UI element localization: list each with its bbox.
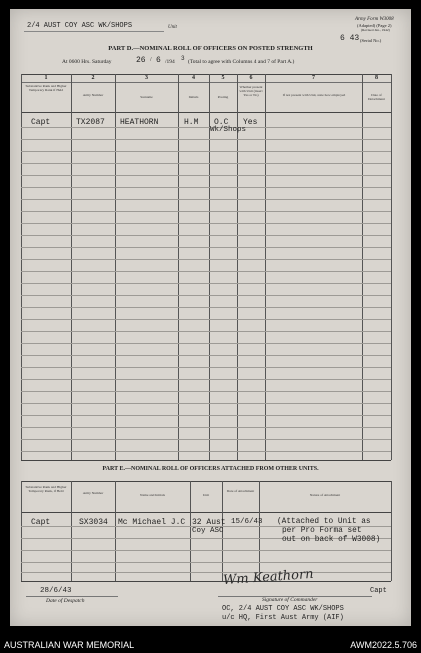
year-prefix: /194 (165, 59, 175, 65)
commander-unit-line: OC, 2/4 AUST COY ASC WK/SHOPS (222, 605, 344, 613)
army-number-cell: TX2087 (76, 118, 105, 127)
part-e-title: PART E.—NOMINAL ROLL OF OFFICERS ATTACHED FROM OTHER UNITS. (102, 466, 319, 472)
part-e-header-border (21, 512, 391, 513)
part-d-title: PART D.—NOMINAL ROLL OF OFFICERS ON POSTED STRENGTH (108, 45, 313, 52)
commander-hq-line: u/c HQ, First Aust Army (AIF) (222, 614, 344, 622)
e-header-nature: Nature of Attachment (309, 493, 341, 497)
archive-id: AWM2022.5.706 (350, 640, 417, 650)
column-header-rank: Substantive Rank and Higher Temporary Rank if Held (25, 84, 67, 92)
posting-cell: O.C (214, 118, 229, 127)
e-unit-cell-2: Coy ASC (192, 527, 224, 535)
e-nature-line-3: out on back of W3008) (282, 536, 381, 544)
year-digit: 3 (181, 55, 185, 62)
e-army-number-cell: SX3034 (79, 518, 108, 527)
commander-rank: Capt (370, 587, 387, 595)
e-rank-cell: Capt (31, 518, 51, 527)
e-header-name: Name and Initials (140, 493, 165, 497)
despatch-label: Date of Despatch (46, 598, 85, 604)
initials-cell: H.M (184, 118, 199, 127)
posting-cell-2: Wk/Shops (210, 126, 247, 134)
column-number-8: 8 (375, 75, 378, 81)
e-header-unit: Unit (202, 493, 210, 497)
part-e-bottom-border (21, 581, 391, 582)
header-row-border (21, 112, 391, 113)
e-nature-line-1: (Attached to Unit as (277, 518, 371, 526)
e-col-border-1 (71, 481, 72, 581)
column-number-row-border (21, 82, 391, 83)
day-value: 26 (136, 56, 146, 65)
unit-value: 2/4 AUST COY ASC WK/SHOPS (27, 22, 133, 30)
column-number-1: 1 (44, 75, 48, 81)
despatch-underline (26, 596, 118, 597)
e-col-border-6 (391, 481, 392, 581)
column-number-6: 6 (249, 75, 253, 81)
surname-cell: HEATHORN (120, 118, 159, 127)
e-nature-line-2: per Pro Forma set (282, 527, 362, 535)
column-header-present: Whether present with Unit (insert Yes or No) (239, 85, 263, 97)
column-number-7: 7 (312, 75, 315, 81)
column-number-2: 2 (91, 75, 95, 81)
column-header-employment: If not present with Unit, state how employed (282, 93, 346, 97)
column-number-4: 4 (192, 75, 195, 81)
archive-name: AUSTRALIAN WAR MEMORIAL (4, 640, 135, 650)
unit-underline (24, 31, 164, 32)
e-date-cell: 15/6/43 (231, 518, 263, 526)
e-header-rank: Substantive Rank and Higher Temporary Rank, if Held (25, 485, 67, 493)
at-line-suffix: (Total to agree with Columns 4 and 7 of Part A.) (188, 59, 295, 65)
signature-label: Signature of Commander (262, 597, 318, 603)
rank-cell: Capt (31, 118, 51, 127)
e-col-border-3 (190, 481, 191, 581)
e-col-border-5 (259, 481, 260, 581)
column-header-surname: Surname (140, 95, 153, 99)
e-header-date: Date of Attachment (226, 489, 255, 493)
month-value: 6 (156, 56, 161, 65)
col-border-8 (391, 74, 392, 460)
column-header-army-number: Army Number (82, 93, 104, 97)
e-header-army-number: Army Number (82, 491, 104, 495)
e-col-border-0 (21, 481, 22, 581)
unit-label: Unit (168, 25, 177, 30)
column-number-5: 5 (221, 75, 225, 81)
form-adapted: (Adapted) (Page 2) (357, 23, 392, 28)
e-name-cell: Mc Michael J.C (118, 518, 186, 527)
form-revised: (Revised Jan., 1942) (361, 28, 390, 32)
despatch-date: 28/6/43 (40, 587, 72, 595)
part-e-top-border (21, 481, 391, 482)
archive-bar (0, 626, 421, 653)
serial-label: (Serial No.) (360, 38, 382, 43)
present-cell: Yes (243, 118, 258, 127)
commander-signature: Wm Keathorn (222, 566, 315, 589)
column-header-posting: Posting (217, 95, 229, 99)
e-unit-cell: 32 Aust (192, 518, 226, 527)
serial-value: 6 43 (340, 34, 360, 43)
column-number-3: 3 (145, 75, 148, 81)
at-line-prefix: At 0600 Hrs. Saturday (62, 59, 112, 65)
e-col-border-2 (115, 481, 116, 581)
column-header-initials: Initials (188, 95, 199, 99)
column-header-date-detachment: Date of Detachment (368, 93, 385, 101)
form-number: Army Form W3008 (355, 17, 394, 22)
part-d-bottom-border (21, 460, 391, 461)
